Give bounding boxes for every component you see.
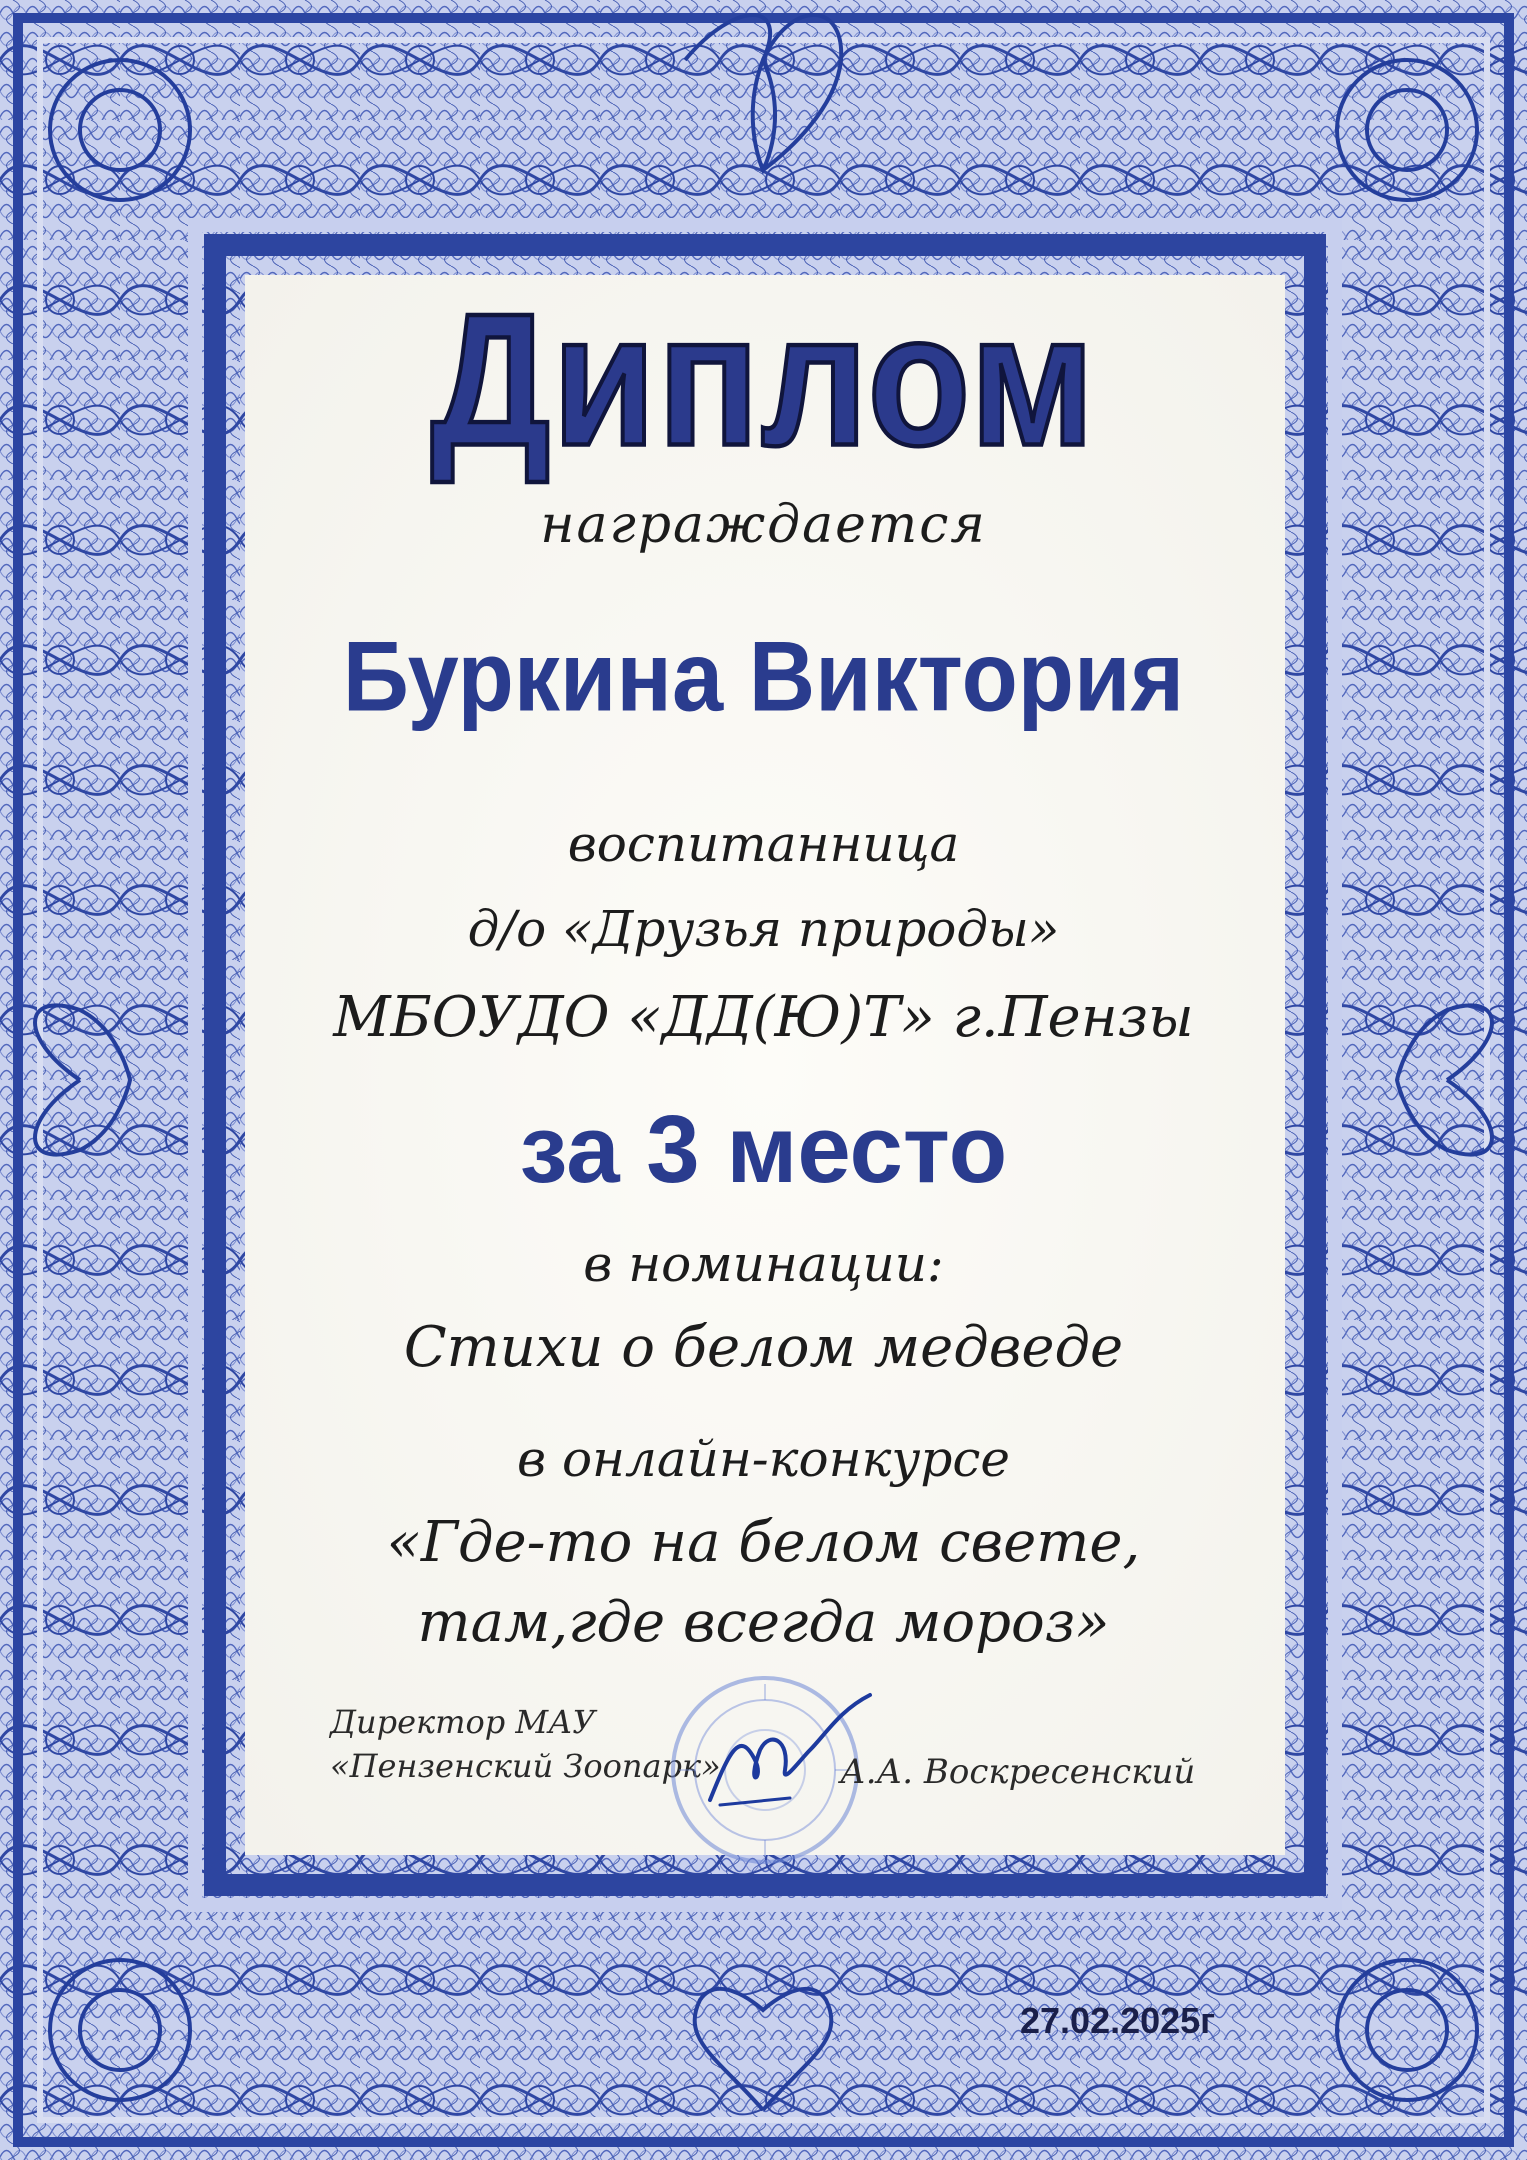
signer-title-line1: Директор МАУ [330,1703,596,1741]
recipient-name: Буркина Виктория [342,621,1185,733]
diploma-title: Диплом [430,274,1097,485]
signer-title-line2: «Пензенский Зоопарк» [330,1747,721,1785]
signer-name: А.А. Воскресенский [840,1752,1196,1792]
nomination-name: Стихи о белом медведе [403,1315,1124,1380]
contest-label: в онлайн-конкурсе [516,1430,1011,1488]
signer-title [330,1700,721,1788]
association-name: д/о «Друзья природы» [467,900,1060,958]
issue-date: 27.02.2025г [1020,2000,1216,2041]
awarded-text: награждается [540,495,987,555]
nomination-label: в номинации: [583,1235,944,1293]
contest-name-line2: там,где всегда мороз» [417,1590,1110,1655]
place-text: за 3 место [519,1096,1008,1203]
recipient-role: воспитанница [567,815,960,873]
institution-name: МБОУДО «ДД(Ю)Т» г.Пензы [333,985,1194,1050]
contest-name-line1: «Где-то на белом свете, [386,1510,1141,1575]
